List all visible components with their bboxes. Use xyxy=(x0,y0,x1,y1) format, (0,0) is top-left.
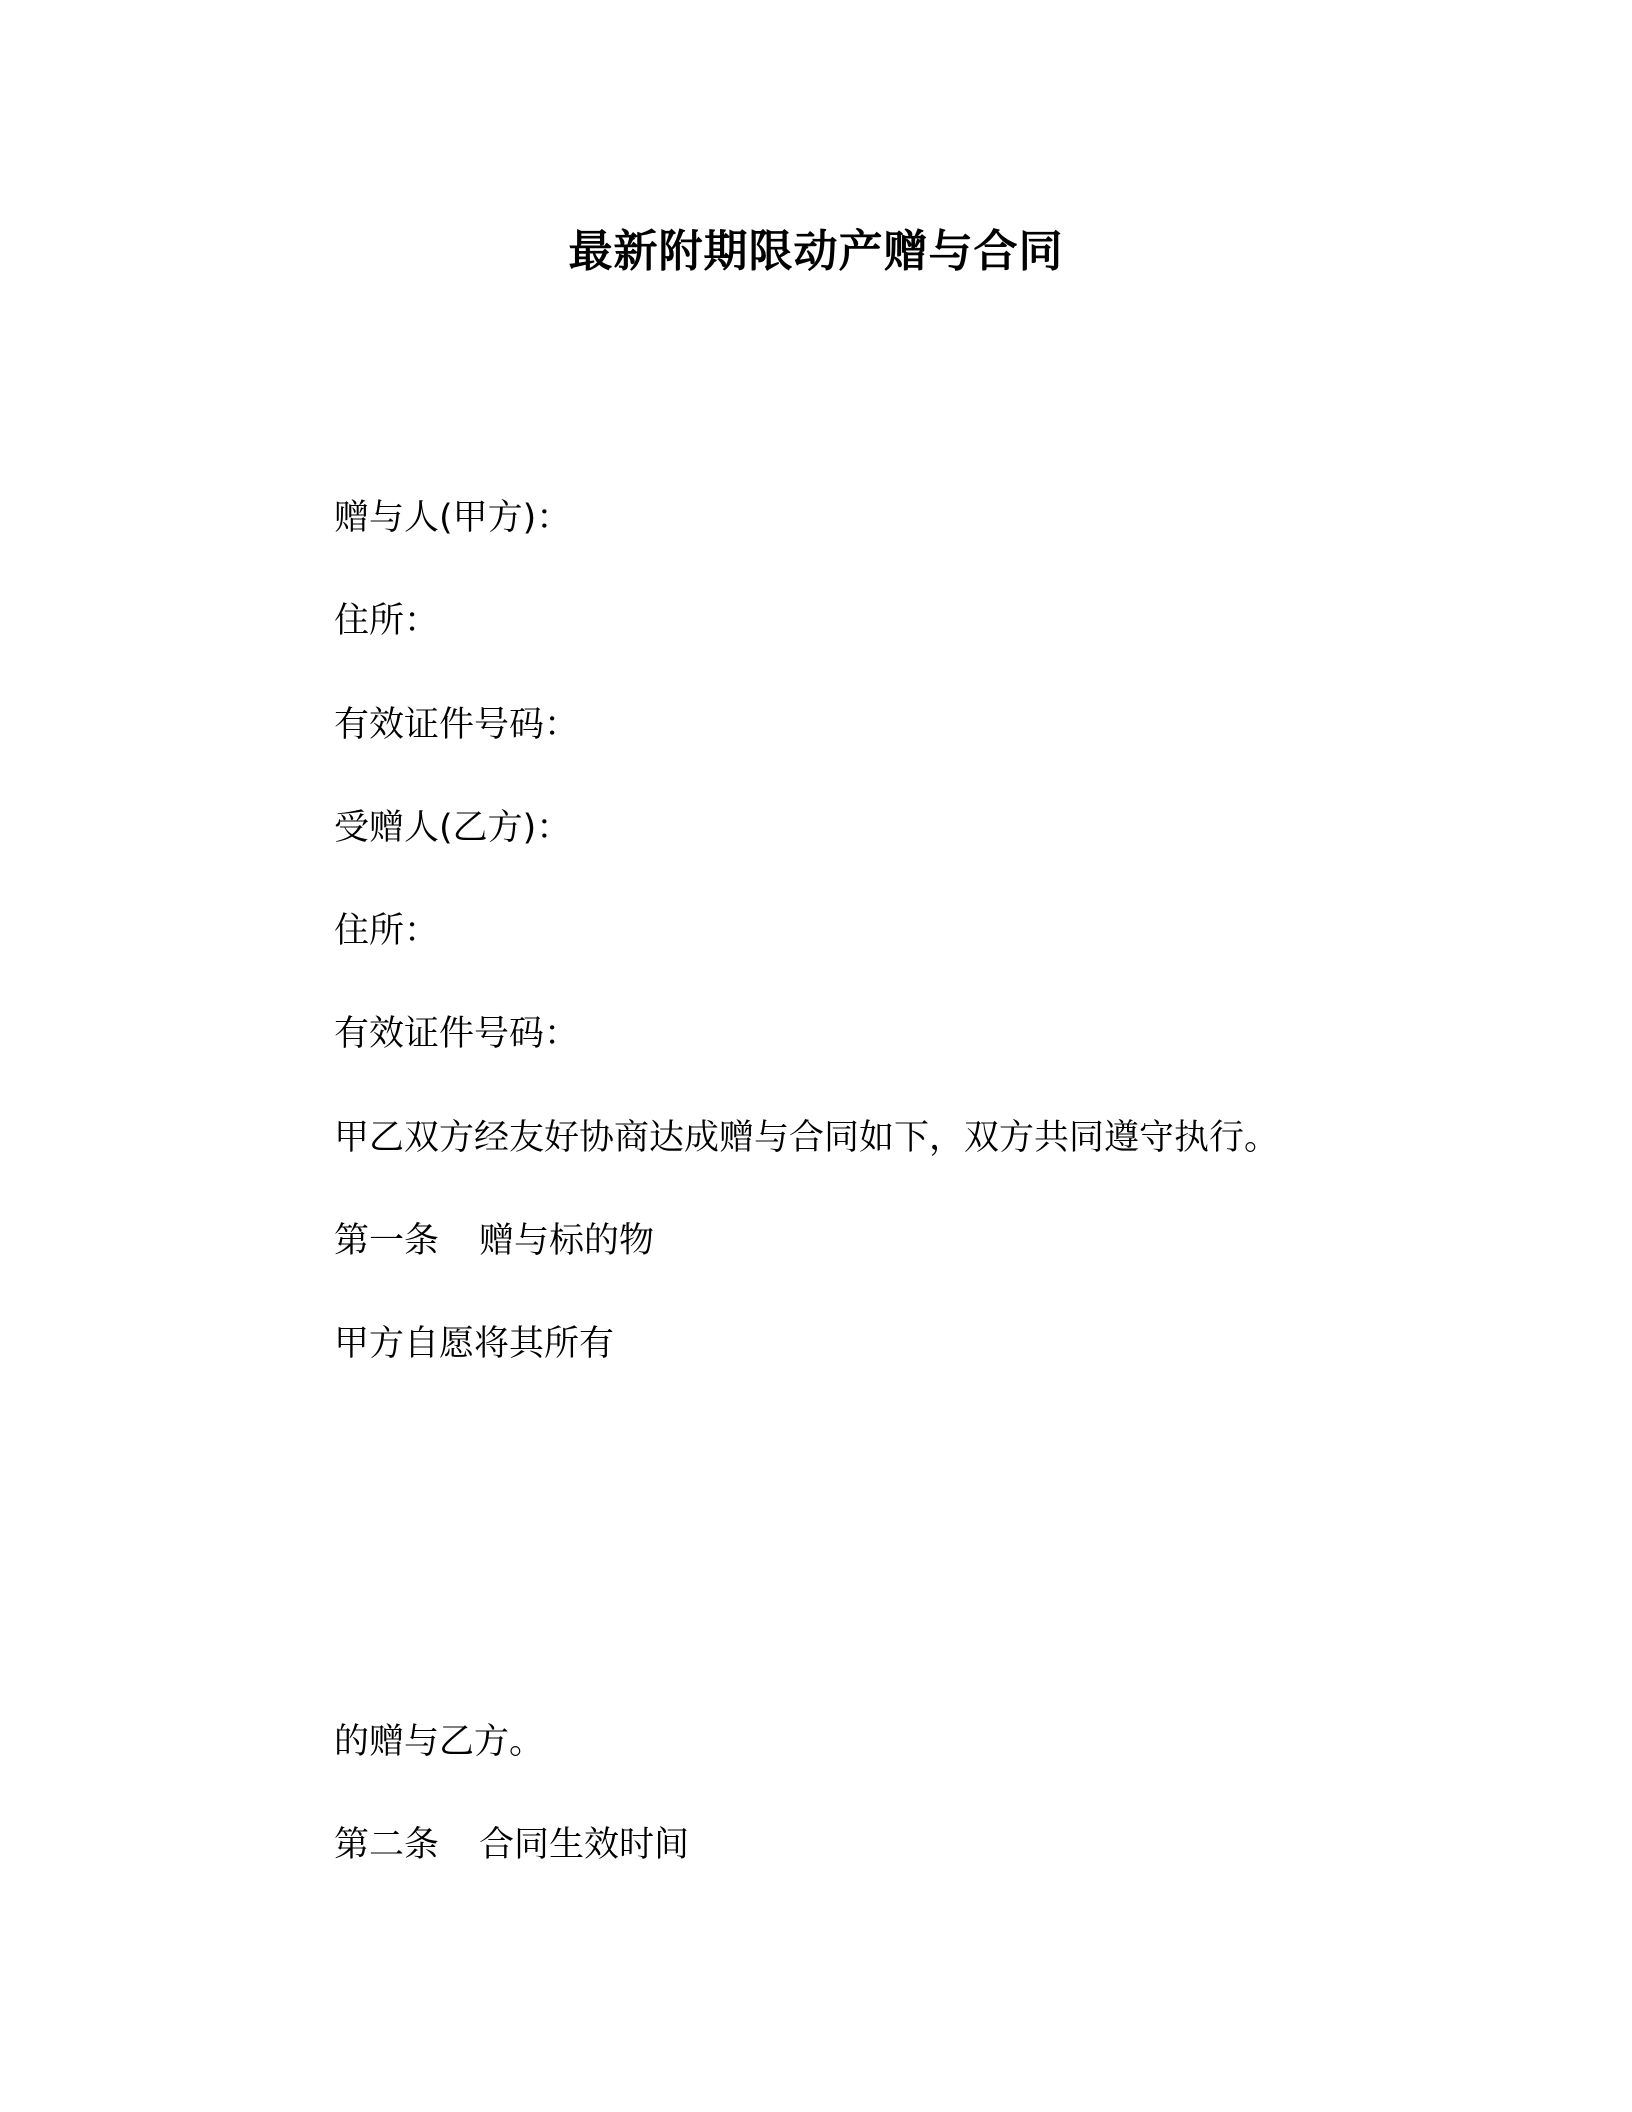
donee-label: 受赠人(乙方)： xyxy=(334,808,572,848)
article-2-number: 第二条 xyxy=(334,1825,440,1865)
article-1-body-start: 甲方自愿将其所有 xyxy=(334,1324,615,1364)
donor-address-label: 住所： xyxy=(334,601,440,641)
agreement-intro: 甲乙双方经友好协商达成赠与合同如下，双方共同遵守执行。 xyxy=(334,1118,1280,1158)
donee-id-label: 有效证件号码： xyxy=(334,1014,580,1054)
document-title: 最新附期限动产赠与合同 xyxy=(568,226,1064,277)
donee-address-label: 住所： xyxy=(334,911,440,951)
article-2-heading xyxy=(334,1820,689,1870)
article-1-heading xyxy=(334,1216,654,1266)
donor-label: 赠与人(甲方)： xyxy=(334,498,572,538)
article-1-title: 赠与标的物 xyxy=(479,1221,655,1261)
article-2-title: 合同生效时间 xyxy=(479,1825,690,1865)
article-1-body-end: 的赠与乙方。 xyxy=(334,1722,545,1762)
article-1-number: 第一条 xyxy=(334,1221,440,1261)
donor-id-label: 有效证件号码： xyxy=(334,705,580,745)
